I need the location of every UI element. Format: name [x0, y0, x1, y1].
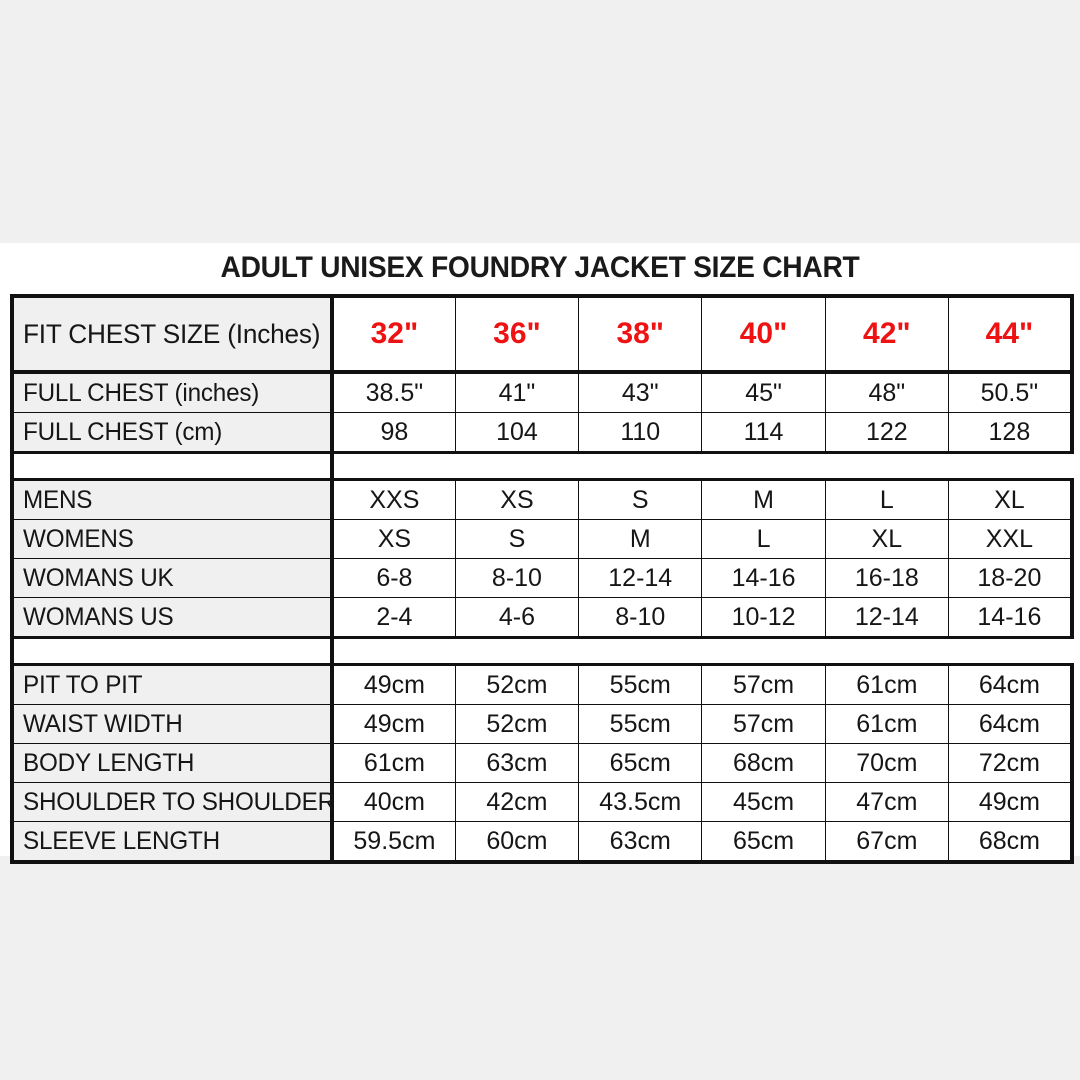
row-label-cell: [12, 744, 332, 783]
table-cell: 49cm: [332, 665, 455, 705]
table-cell: 63cm: [455, 744, 578, 783]
table-cell: XXL: [948, 520, 1071, 559]
table-cell: 43.5cm: [579, 783, 702, 822]
table-cell: XL: [825, 520, 948, 559]
table-row: [12, 413, 1072, 453]
table-cell: 98: [332, 413, 455, 453]
size-chart-container: [0, 243, 1080, 864]
table-cell: 68cm: [948, 822, 1071, 863]
row-label-cell: [12, 480, 332, 520]
row-label-cell: [12, 559, 332, 598]
table-cell: XL: [948, 480, 1071, 520]
row-label-cell: [12, 822, 332, 863]
chest-size-header-2: 36": [455, 296, 578, 372]
table-row: [12, 744, 1072, 783]
table-cell: 40cm: [332, 783, 455, 822]
table-cell: 57cm: [702, 705, 825, 744]
table-cell: 67cm: [825, 822, 948, 863]
table-cell: 50.5": [948, 372, 1071, 413]
table-row: [12, 665, 1072, 705]
table-cell: 8-10: [579, 598, 702, 638]
table-cell: 45cm: [702, 783, 825, 822]
row-label-text: WOMENS: [23, 524, 134, 553]
row-label-text: PIT TO PIT: [23, 670, 143, 699]
table-cell: 49cm: [948, 783, 1071, 822]
row-label-cell: [12, 372, 332, 413]
row-label-cell: [12, 783, 335, 822]
table-cell: S: [455, 520, 578, 559]
table-cell: 61cm: [332, 744, 455, 783]
table-cell: XS: [332, 520, 455, 559]
table-row: [12, 783, 1072, 822]
table-cell: 63cm: [579, 822, 702, 863]
table-cell: M: [702, 480, 825, 520]
table-cell: 64cm: [948, 705, 1071, 744]
table-cell: 114: [702, 413, 825, 453]
table-cell: 55cm: [579, 665, 702, 705]
table-row: [12, 480, 1072, 520]
row-label-cell: [12, 413, 332, 453]
table-cell: 122: [825, 413, 948, 453]
table-cell: 104: [455, 413, 578, 453]
table-cell: 4-6: [455, 598, 578, 638]
table-cell: 65cm: [702, 822, 825, 863]
chest-size-header-6: 44": [948, 296, 1071, 372]
table-cell: 10-12: [702, 598, 825, 638]
table-row: [12, 520, 1072, 559]
chest-size-header-4: 40": [702, 296, 825, 372]
table-cell: 8-10: [455, 559, 578, 598]
row-label-cell: [12, 665, 332, 705]
table-cell: XXS: [332, 480, 455, 520]
table-cell: 14-16: [948, 598, 1071, 638]
header-label-text: FIT CHEST SIZE (Inches): [23, 318, 321, 349]
chest-size-header-1: 32": [332, 296, 455, 372]
table-cell: L: [702, 520, 825, 559]
page-title: ADULT UNISEX FOUNDRY JACKET SIZE CHART: [220, 251, 860, 284]
table-cell: L: [825, 480, 948, 520]
table-cell: 55cm: [579, 705, 702, 744]
table-cell: M: [579, 520, 702, 559]
row-label-text: BODY LENGTH: [23, 748, 195, 777]
table-cell: 64cm: [948, 665, 1071, 705]
table-cell: 42cm: [455, 783, 578, 822]
spacer-label-cell: [12, 453, 332, 480]
table-cell: 41": [455, 372, 578, 413]
table-cell: 43": [579, 372, 702, 413]
row-label-cell: [12, 705, 332, 744]
table-row: [12, 598, 1072, 638]
table-cell: 45": [702, 372, 825, 413]
row-label-text: SHOULDER TO SHOULDER: [23, 787, 335, 816]
row-label-text: WOMANS UK: [23, 563, 174, 592]
chest-size-header-3: 38": [579, 296, 702, 372]
table-cell: 49cm: [332, 705, 455, 744]
row-label-text: FULL CHEST (cm): [23, 417, 223, 446]
table-cell: 18-20: [948, 559, 1071, 598]
chest-size-header-5: 42": [825, 296, 948, 372]
row-label-text: SLEEVE LENGTH: [23, 826, 220, 855]
row-label-cell: [12, 520, 332, 559]
table-spacer-row: [12, 453, 1072, 480]
table-cell: 70cm: [825, 744, 948, 783]
table-cell: 57cm: [702, 665, 825, 705]
table-cell: 2-4: [332, 598, 455, 638]
row-label-text: WOMANS US: [23, 602, 174, 631]
row-label-text: MENS: [23, 485, 93, 514]
spacer-label-cell: [12, 638, 332, 665]
table-cell: 16-18: [825, 559, 948, 598]
table-cell: 68cm: [702, 744, 825, 783]
table-cell: 6-8: [332, 559, 455, 598]
table-cell: XS: [455, 480, 578, 520]
table-row: [12, 372, 1072, 413]
table-cell: 12-14: [825, 598, 948, 638]
table-cell: 48": [825, 372, 948, 413]
table-cell: 61cm: [825, 705, 948, 744]
table-header-row: [12, 296, 1072, 372]
table-cell: 38.5": [332, 372, 455, 413]
size-chart-table: [10, 294, 1074, 864]
table-cell: 128: [948, 413, 1071, 453]
table-cell: 47cm: [825, 783, 948, 822]
table-row: [12, 559, 1072, 598]
spacer-value-cell: [332, 453, 1072, 480]
table-row: [12, 822, 1072, 863]
row-label-text: FULL CHEST (inches): [23, 378, 260, 407]
spacer-value-cell: [332, 638, 1072, 665]
table-cell: 52cm: [455, 665, 578, 705]
table-cell: 65cm: [579, 744, 702, 783]
table-cell: 60cm: [455, 822, 578, 863]
table-cell: 12-14: [579, 559, 702, 598]
table-cell: 52cm: [455, 705, 578, 744]
table-cell: 61cm: [825, 665, 948, 705]
table-cell: S: [579, 480, 702, 520]
header-label-cell: [12, 296, 332, 372]
table-row: [12, 705, 1072, 744]
table-cell: 14-16: [702, 559, 825, 598]
table-cell: 59.5cm: [332, 822, 455, 863]
row-label-text: WAIST WIDTH: [23, 709, 183, 738]
table-cell: 72cm: [948, 744, 1071, 783]
row-label-cell: [12, 598, 332, 638]
table-spacer-row: [12, 638, 1072, 665]
table-cell: 110: [579, 413, 702, 453]
